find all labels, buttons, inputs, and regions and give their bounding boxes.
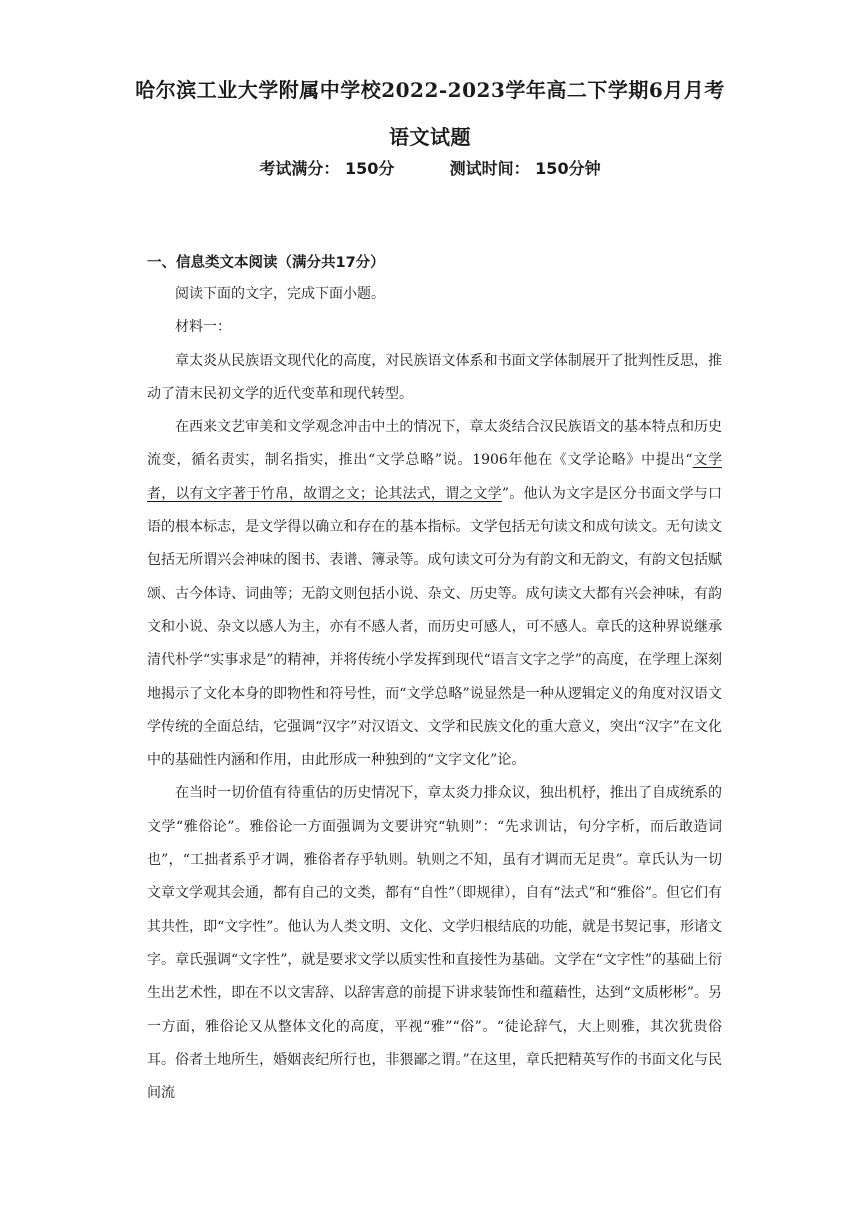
underlined-quote: 文学者，以有文字著于竹帛，故谓之文；论其法式，谓之文学: [147, 452, 722, 502]
time-value: 150分钟: [535, 159, 601, 178]
paragraph-1: 章太炎从民族语文现代化的高度，对民族语文体系和书面文学体制展开了批判性反思，推动了清末民初文学的近代变革和现代转型。: [147, 352, 722, 402]
full-score-value: 150分: [345, 159, 395, 178]
material-label: 材料一：: [175, 319, 231, 336]
paragraph-2-part-b: ”。他认为文字是区分书面文学与口语的根本标志，是文学得以确立和存在的基本指标。文学包括无句读文和成句读文。无句读文包括无所谓兴会神味的图书、表谱、簿录等。成句读文可分为有韵文和无韵文，有韵文包括赋颂、古今体诗、词曲等；无韵文则包括小说、杂文、历史等。成句读文大都有兴会神味，有韵文和小说、杂文以感人为主，亦有不感人者，而历史可感人，可不感人。章氏的这种界说继承清代朴学“实事求是”的精神，并将传统小学发挥到现代“语言文字之学”的高度，在学理上深刻地揭示了文化本身的即物性和符号性，而“文学总略”说显然是一种从逻辑定义的角度对汉语文学传统的全面总结，它强调“汉字”对汉语文、文学和民族文化的重大意义，突出“汉字”在文化中的基础性内涵和作用，由此形成一种独到的“文字文化”论。: [147, 485, 722, 769]
section-heading: 一、信息类文本阅读（满分共17分）: [147, 255, 385, 271]
time-label: 测试时间：: [449, 159, 530, 178]
reading-passage: [147, 278, 722, 1110]
exam-meta: [0, 156, 860, 179]
paragraph-2-part-a: 在西来文艺审美和文学观念冲击中土的情况下，章太炎结合汉民族语文的基本特点和历史流变，循名责实，制名指实，推出“文学总略”说。1906年他在《文学论略》中提出“: [147, 419, 722, 469]
paragraph-3: 在当时一切价值有待重估的历史情况下，章太炎力排众议，独出机杼，推出了自成统系的文学“雅俗论”。雅俗论一方面强调为文要讲究“轨则”：“先求训诂，句分字析，而后敢造词也”，“工拙者系乎才调，雅俗者存乎轨则。轨则之不知，虽有才调而无足贵”。章氏认为一切文章文学观其会通，都有自己的文类，都有“自性”（即规律），自有“法式”和“雅俗”。但它们有其共性，即“文字性”。他认为人类文明、文化、文学归根结底的功能，就是书契记事，形诸文字。章氏强调“文字性”，就是要求文学以质实性和直接性为基础。文学在“文字性”的基础上衍生出艺术性，即在不以文害辞、以辞害意的前提下讲求装饰性和蕴藉性，达到“文质彬彬”。另一方面，雅俗论又从整体文化的高度，平视“雅”“俗”。“徒论辞气，大上则雅，其次犹贵俗耳。俗者土地所生，婚姻丧纪所行也，非猥鄙之谓。”在这里，章氏把精英写作的书面文化与民间流: [147, 785, 722, 1102]
paragraph-2: [147, 411, 722, 777]
exam-subtitle: 语文试题: [389, 125, 471, 149]
full-score-label: 考试满分：: [259, 159, 340, 178]
instruction-text: 阅读下面的文字，完成下面小题。: [175, 286, 385, 302]
exam-title: 哈尔滨工业大学附属中学校2022-2023学年高二下学期6月月考: [135, 78, 725, 102]
